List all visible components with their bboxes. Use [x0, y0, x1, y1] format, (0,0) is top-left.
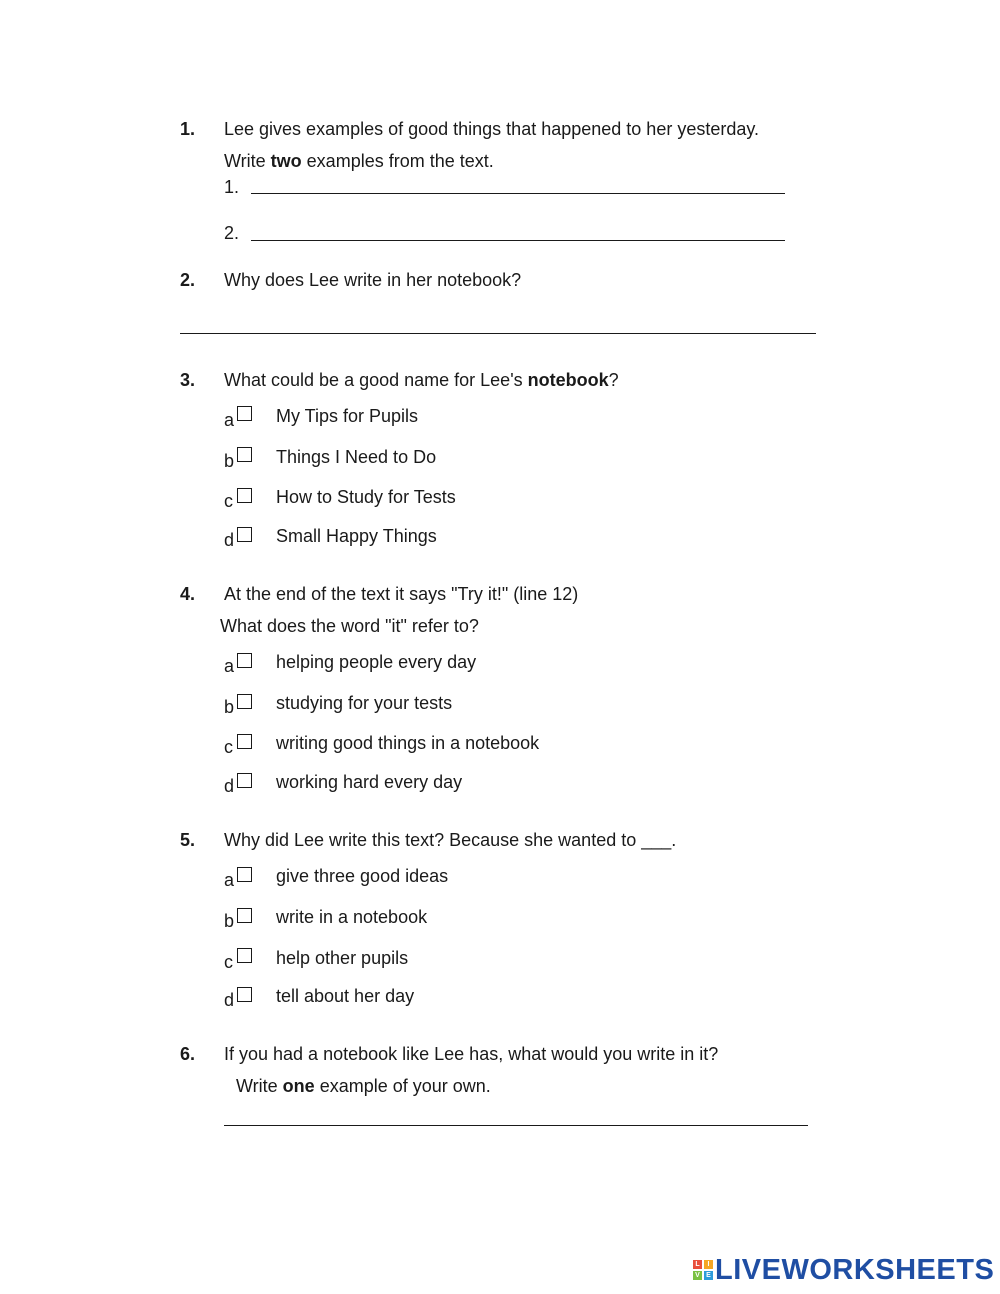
checkbox[interactable]	[237, 773, 252, 788]
option-letter: b	[224, 697, 235, 717]
checkbox[interactable]	[237, 908, 252, 923]
question-6-text: If you had a notebook like Lee has, what would you write in it?	[224, 1044, 719, 1064]
logo-mark-letter: V	[693, 1271, 702, 1280]
answer-line-1[interactable]	[251, 193, 785, 194]
logo-mark-letter: E	[704, 1271, 713, 1280]
question-2-number: 2.	[180, 270, 196, 290]
question-2-answer-line[interactable]	[180, 333, 816, 334]
checkbox[interactable]	[237, 987, 252, 1002]
option-letter: d	[224, 990, 235, 1010]
option-text: give three good ideas	[276, 866, 449, 886]
option-text: write in a notebook	[276, 907, 428, 927]
question-6-instruction: Write one example of your own.	[236, 1076, 491, 1096]
answer-line-2[interactable]	[251, 240, 785, 241]
checkbox[interactable]	[237, 488, 252, 503]
checkbox[interactable]	[237, 527, 252, 542]
option-letter: c	[224, 952, 233, 972]
question-6-answer-line[interactable]	[224, 1125, 808, 1126]
question-2-text: Why does Lee write in her notebook?	[224, 270, 522, 290]
checkbox[interactable]	[237, 867, 252, 882]
liveworksheets-logo	[693, 1256, 994, 1284]
checkbox[interactable]	[237, 734, 252, 749]
question-1-instruction: Write two examples from the text.	[224, 151, 494, 171]
option-text: Small Happy Things	[276, 526, 437, 546]
question-5-text: Why did Lee write this text? Because she wanted to ___.	[224, 830, 677, 850]
option-letter: a	[224, 656, 235, 676]
logo-text: LIVEWORKSHEETS	[715, 1254, 995, 1286]
option-text: How to Study for Tests	[276, 487, 456, 507]
question-4-text: At the end of the text it says "Try it!" (line 12)	[224, 584, 579, 604]
checkbox[interactable]	[237, 653, 252, 668]
checkbox[interactable]	[237, 406, 252, 421]
answer-line-1-label: 1.	[224, 177, 240, 197]
option-letter: a	[224, 410, 235, 430]
option-text: writing good things in a notebook	[276, 733, 540, 753]
option-letter: d	[224, 776, 235, 796]
question-4-number: 4.	[180, 584, 196, 604]
option-letter: a	[224, 870, 235, 890]
question-1-number: 1.	[180, 119, 196, 139]
question-4-subtext: What does the word "it" refer to?	[220, 616, 479, 636]
option-text: helping people every day	[276, 652, 477, 672]
logo-mark-letter: I	[704, 1260, 713, 1269]
question-1-text: Lee gives examples of good things that happened to her yesterday.	[224, 119, 760, 139]
question-6-number: 6.	[180, 1044, 196, 1064]
checkbox[interactable]	[237, 447, 252, 462]
option-text: studying for your tests	[276, 693, 453, 713]
question-5-number: 5.	[180, 830, 196, 850]
checkbox[interactable]	[237, 948, 252, 963]
option-letter: b	[224, 451, 235, 471]
option-text: My Tips for Pupils	[276, 406, 419, 426]
option-text: working hard every day	[276, 772, 463, 792]
option-text: Things I Need to Do	[276, 447, 437, 467]
option-text: tell about her day	[276, 986, 415, 1006]
logo-mark-letter: L	[693, 1260, 702, 1269]
option-letter: d	[224, 530, 235, 550]
option-text: help other pupils	[276, 948, 409, 968]
checkbox[interactable]	[237, 694, 252, 709]
logo-mark-icon	[693, 1260, 713, 1280]
option-letter: c	[224, 737, 233, 757]
answer-line-2-label: 2.	[224, 223, 240, 243]
question-3-text: What could be a good name for Lee's notebook?	[224, 370, 619, 390]
question-3-number: 3.	[180, 370, 196, 390]
option-letter: b	[224, 911, 235, 931]
option-letter: c	[224, 491, 233, 511]
